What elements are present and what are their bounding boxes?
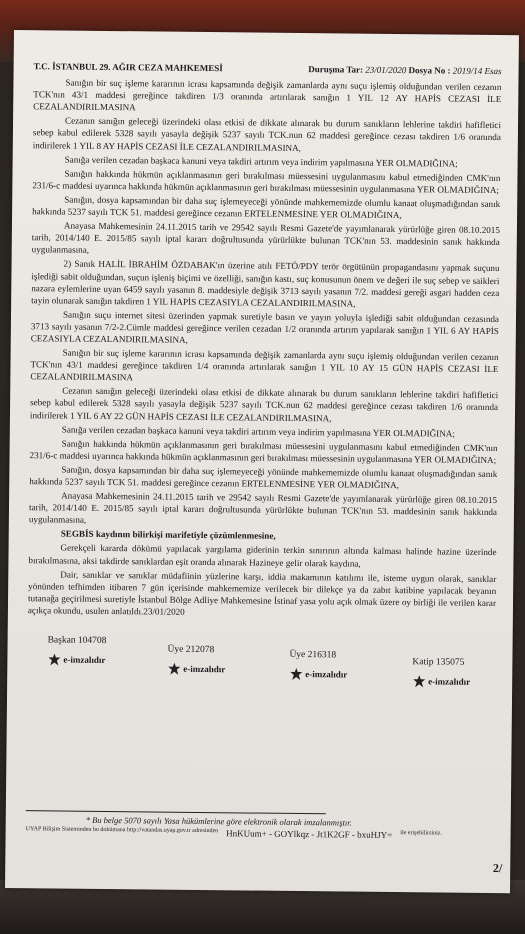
paragraph-9: Sanığın bir suç işleme kararının icrası kapsamında değişik zamanlarda aynı suçu işlemiş olduğundan verilen cezanın TCK'nın 43/1 maddesi gereğince takdiren 1/4 oranında artırılarak sanığın 1 YIL 10 AY 15 GÜN HAPİS CEZASI İLE CEZALANDIRILMASINA (30, 347, 499, 383)
document-header (34, 60, 502, 77)
esignature-label: e-imzalıdır (428, 676, 471, 687)
signature-title: Üye 216318 (289, 649, 337, 661)
esignature-icon (47, 653, 61, 667)
signature-title: Üye 212078 (167, 644, 215, 656)
esignature-icon (167, 662, 181, 676)
signature-title: Başkan 104708 (47, 635, 107, 647)
footer-rule (26, 810, 326, 814)
document-page (5, 30, 519, 893)
file-label: Dosya No : (408, 65, 451, 76)
paragraph-1: Sanığın bir suç işleme kararının icrası kapsamında değişik zamanlarda aynı suçu işlemiş olduğundan verilen cezanın TCK'nın 43/1 maddesi gereğince takdiren 1/3 oranında artırılarak sanığın 1 YIL 12 AY HAPİS CEZASI İLE CEZALANDIRILMASINA (33, 77, 502, 113)
hearing-label: Duruşma Tar: (308, 64, 364, 75)
esignature-mark (289, 667, 347, 682)
esignature-mark (167, 662, 225, 677)
paragraph-2: Cezanın sanığın geleceği üzerindeki olası etkisi de dikkate alınarak bu durum sanıkların lehlerine takdiri hafifletici sebep kabul edilerek 5328 sayılı yasayla değişik 5237 sayılı TCK.nun 62 maddesi gereğince cezası takdiren 1/6 oranında indirilerek 1 YIL 8 AY HAPİS CEZASI İLE CEZALANDIRILMASINA, (32, 115, 502, 153)
uyap-access-line (26, 826, 494, 841)
paragraph-14: Anayasa Mahkemesinin 24.11.2015 tarih ve 29542 sayılı Resmi Gazete'de yayımlanarak yürürlüğe giren 08.10.2015 tarih, 2014/140 E. 2015/85 sayılı iptal kararı doğrultusunda yürürlükte bulunan TCK'nın 53. maddesinin sanık hakkında uygulanmasına, (28, 490, 498, 526)
esignature-icon (412, 674, 426, 688)
signature-block (26, 630, 495, 755)
hearing-date: 23/01/2020 (365, 64, 407, 76)
esignature-label: e-imzalıdır (305, 669, 348, 680)
signature-uye-1 (167, 644, 225, 677)
esignature-mark (47, 653, 106, 668)
paragraph-17: Dair, sanıklar ve sanıklar müdafiinin yüzlerine karşı, iddia makamının katılımı ile, isteme uygun olarak, sanıklar yönünden tefhimden itibaren 7 gün içerisinde mahkememize verilecek bir dilekçe ya da zabıt katibine yapılacak beyanın tutanağa geçirilmesi suretiyle İstanbul Bölge Adliye Mahkemesine İstinaf yasa yolu açık olmak üzere oy birliği ile verilen karar açıkça okundu, usulen anlatıldı.23/01/2020 (27, 569, 497, 617)
paragraph-8: Sanığın suçu internet sitesi üzerinden yapmak suretiyle basın ve yayın yoluyla işlediği sabit olduğundan cezasında 3713 sayılı yasanın 7/2-2.Cümle maddesi gereğince verilen cezadan 1/2 oranında artırım yapılarak sanığın 1 YIL 6 AY HAPİS CEZASIYLA CEZALANDIRILMASINA, (30, 309, 500, 345)
uyap-tail: ile erişebilirsiniz. (400, 830, 442, 837)
paragraph-10: Cezanın sanığın geleceği üzerindeki olası etkisi de dikkate alınarak bu durum sanıkların lehlerine takdiri hafifletici sebep kabul edilerek 5328 sayılı yasayla değişik 5237 sayılı TCK.nun 62 maddesi gereğince cezası takdiren 1/6 oranında indirilerek 1 YIL 6 AY 22 GÜN HAPİS CEZASI İLE CEZALANDIRILMASINA, (29, 385, 499, 423)
paragraph-15: SEGBİS kaydının bilirkişi marifetiyle çözümlenmesine, (60, 528, 276, 542)
paragraph-13: Sanığın, dosya kapsamından bir daha suç işlemeyeceği yönünde mahkememizde olumlu kanaat oluşmadığından sanık hakkında 5237 sayılı TCK 51. maddesi gereğince cezanın ERTELENMESİNE YER OLMADIĞINA, (29, 464, 498, 491)
document-body (26, 60, 501, 755)
esignature-mark (412, 674, 470, 689)
paragraph-6: Anayasa Mahkemesinin 24.11.2015 tarih ve 29542 sayılı Resmi Gazete'de yayımlanarak yürürlüğe giren 08.10.2015 tarih, 2014/140 E. 2015/85 sayılı iptal kararı doğrultusunda yürürlükte bulunan TCK'nın 53. maddesinin sanık hakkında uygulanmasına, (31, 220, 500, 256)
esignature-label: e-imzalıdır (63, 654, 106, 666)
paragraph-7: 2) Sanık HALİL İBRAHİM ÖZDABAK'ın üzerine atılı FETÖ/PDY terör örgütünün propagandasını yapmak suçunu işlediği sabit olduğundan, suçun işleniş biçimi ve özelliği, sanığın kastı, suç konusunun önem ve değeri ile suç sebep ve saikleri nazara eylemlerine uyan 6459 sayılı yasanın 8. maddesiyle değişik 3713 sayılı yasanın 7/2. maddesi gereği asgari hadden ceza tayin olunarak sanığın takdiren 1 YIL HAPİS CEZASIYLA CEZALANDIRILMASINA, (31, 258, 500, 309)
court-name: T.C. İSTANBUL 29. AĞIR CEZA MAHKEMESİ (33, 61, 223, 74)
paragraph-3: Sanığa verilen cezadan başkaca kanuni veya takdiri artırım veya indirim yapılmasına YER OLMADIĞINA; (64, 154, 458, 169)
uyap-text: UYAP Bilişim Sisteminden bu dokümana http://vatandas.uyap.gov.tr adresinden (25, 826, 219, 835)
esignature-label: e-imzalıdır (183, 663, 226, 675)
esignature-icon (289, 667, 303, 681)
file-number: 2019/14 Esas (452, 65, 502, 77)
case-info (308, 63, 501, 77)
paragraph-4: Sanığın hakkında hükmün açıklanmasının geri bırakılması müessesini uygulanmasını kabul etmediğinden CMK'nın 231/6-c maddesi uyarınca hakkında hükmün açıklanmasının geri bırakılması müessesinin uygulanmasına YER OLMADIĞINA; (32, 168, 501, 195)
signature-baskan (47, 634, 106, 667)
esignature-note: * Bu belge 5070 sayılı Yasa hükümlerine göre elektronik olarak imzalanmıştır. (85, 814, 352, 828)
signature-uye-2 (289, 649, 347, 682)
signature-katip (412, 656, 470, 689)
paragraph-5: Sanığın, dosya kapsamından bir daha suç işlemeyeceği yönünde mahkememizde olumlu kanaat oluşmadığından sanık hakkında 5237 sayılı TCK 51. maddesi gereğince cezanın ERTELENMESİNE YER OLMADIĞINA, (32, 194, 501, 221)
paragraph-16: Gerekçeli kararda dökümü yapılacak yargılama giderinin terkin sınırının altında kalması halinde hazine üzerinde bırakılmasına, aksi takdirde sanıklardan eşit oranda alınarak Hazineye gelir olarak kaydına, (28, 542, 497, 569)
paragraph-11: Sanığa verilen cezadan başkaca kanuni veya takdiri artırım veya indirim yapılmasına YER OLMADIĞINA; (61, 424, 455, 439)
document-footer (26, 810, 494, 841)
page-number: 2/ (492, 861, 503, 876)
document-access-code: HnKUum+ - GOYlkqz - Jt1K2GF - bxuHJY= (226, 828, 393, 841)
signature-title: Katip 135075 (412, 657, 465, 668)
paragraph-12: Sanığın hakkında hükmün açıklanmasının geri bırakılması müessesini uygulanmasını kabul etmediğinden CMK'nın 231/6-c maddesi uyarınca hakkında hükmün açıklanmasının geri bırakılması müessesinin uygulanmasına YER OLMADIĞINA; (29, 438, 498, 465)
